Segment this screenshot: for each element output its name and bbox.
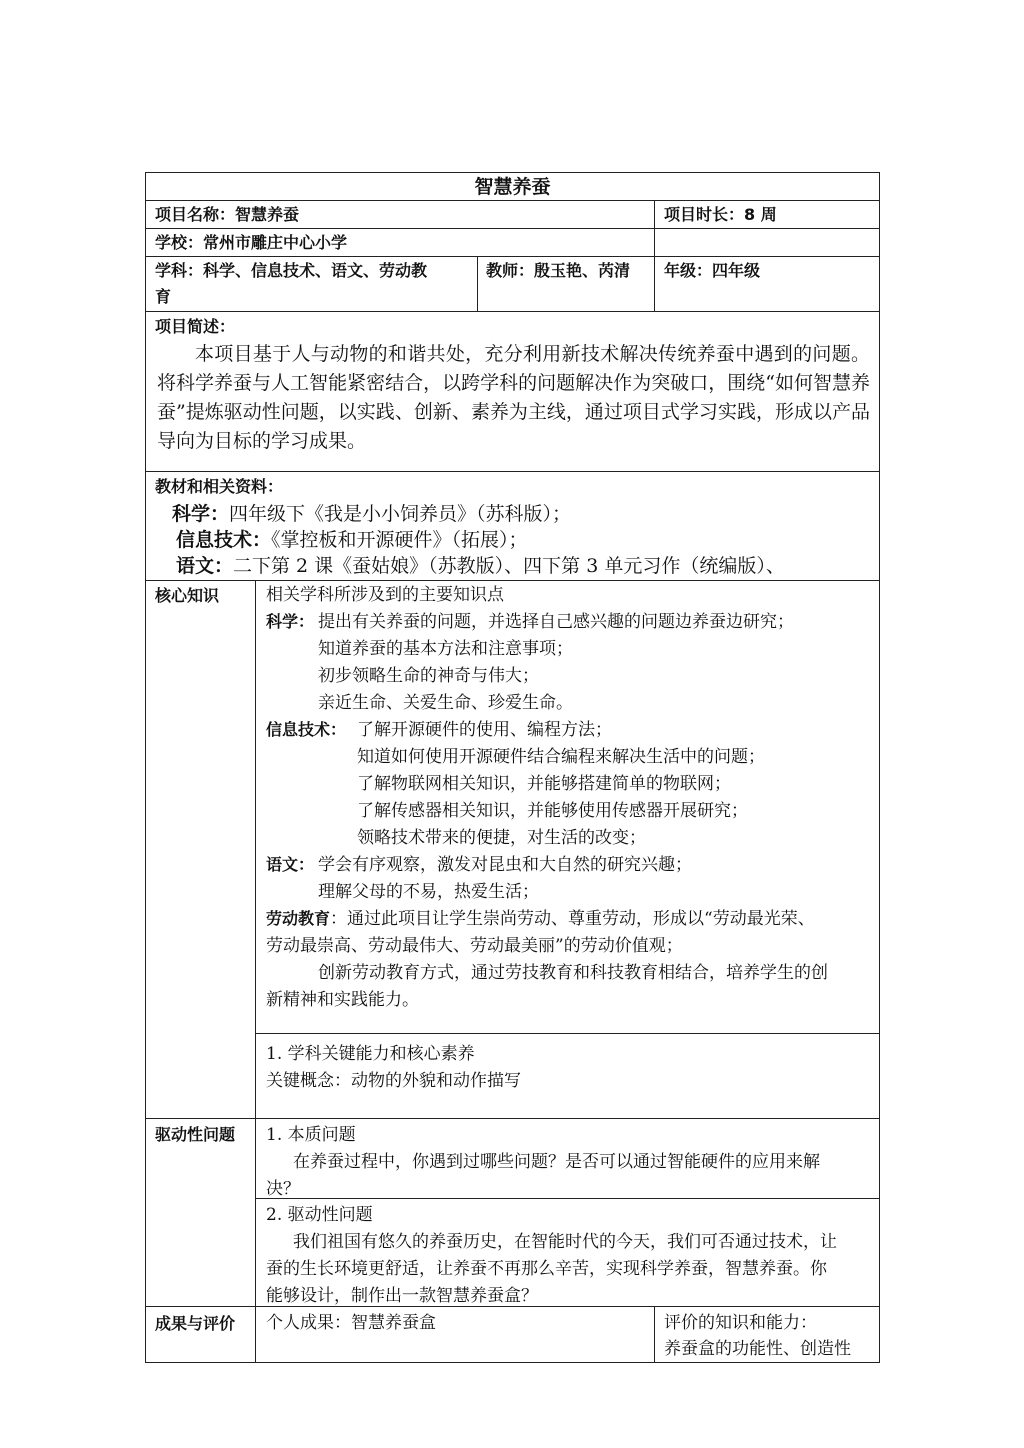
labor-point: 新精神和实践能力。 — [266, 990, 419, 1010]
materials-chinese-text: 二下第 2 课《蚕姑娘》（苏教版）、四下第 3 单元习作（统编版）、 — [233, 555, 785, 577]
row-divider — [255, 1198, 880, 1199]
materials-science-label: 科学： — [172, 503, 230, 525]
labor-text: ：通过此项目让学生崇尚劳动、尊重劳动，形成以“劳动最光荣、 — [330, 909, 815, 929]
driving-question-text: 能够设计，制作出一款智慧养蚕盒？ — [266, 1286, 538, 1306]
materials-chinese-label: 语文： — [176, 555, 234, 577]
it-point: 了解传感器相关知识，并能够使用传感器开展研究； — [357, 801, 748, 821]
table-title: 智慧养蚕 — [474, 176, 551, 198]
it-point: 了解物联网相关知识，并能够搭建简单的物联网； — [357, 774, 731, 794]
col-divider — [477, 256, 478, 311]
teacher-names: 教师：殷玉艳、芮清 — [486, 261, 631, 280]
essential-question-text: 在养蚕过程中，你遇到过哪些问题？是否可以通过智能硬件的应用来解 — [293, 1152, 820, 1172]
results-label: 成果与评价 — [155, 1314, 236, 1333]
row-divider — [145, 311, 880, 312]
labor-point: 创新劳动教育方式，通过劳技教育和科技教育相结合，培养学生的创 — [318, 963, 828, 983]
driving-question-text: 蚕的生长环境更舒适，让养蚕不再那么辛苦，实现科学养蚕，智慧养蚕。你 — [266, 1259, 827, 1279]
col-divider — [255, 580, 256, 1363]
row-divider — [145, 228, 880, 229]
col-divider — [654, 1306, 655, 1363]
overview-text: 本项目基于人与动物的和谐共处，充分利用新技术解决传统养蚕中遇到的问题。将科学养蚕与人工智能紧密结合，以跨学科的问题解决作为突破口，围绕“如何智慧养蚕”提炼驱动性问题，以实践、创新、素养为主线，通过项目式学习实践，形成以产品导向为目标的学习成果。 — [157, 343, 870, 452]
chinese-point: 学会有序观察，激发对昆虫和大自然的研究兴趣； — [318, 855, 692, 875]
row-divider — [145, 256, 880, 257]
core-knowledge-label: 核心知识 — [155, 586, 220, 605]
subjects-line-2: 育 — [155, 287, 172, 306]
it-point: 领略技术带来的便捷，对生活的改变； — [357, 828, 646, 848]
grade-level: 年级：四年级 — [664, 261, 761, 280]
row-divider — [255, 1033, 880, 1034]
driving-question-label: 驱动性问题 — [155, 1125, 236, 1144]
it-label: 信息技术： — [266, 720, 347, 739]
core-knowledge-intro: 相关学科所涉及到的主要知识点 — [266, 585, 504, 605]
labor-label: 劳动教育 — [266, 909, 331, 928]
materials-it — [176, 527, 528, 553]
labor-point: 劳动最崇高、劳动最伟大、劳动最美丽”的劳动价值观； — [266, 936, 683, 956]
school-name: 学校：常州市雕庄中心小学 — [155, 233, 348, 252]
personal-result: 个人成果：智慧养蚕盒 — [266, 1313, 436, 1333]
key-ability-title: 1. 学科关键能力和核心素养 — [266, 1044, 475, 1064]
row-divider — [145, 471, 880, 472]
it-point: 了解开源硬件的使用、编程方法； — [357, 720, 612, 740]
materials-it-text: 《掌控板和开源硬件》（拓展）； — [271, 529, 528, 551]
chinese-label: 语文： — [266, 855, 315, 874]
science-label: 科学： — [266, 612, 315, 631]
project-duration: 项目时长：8 周 — [664, 205, 777, 224]
materials-label: 教材和相关资料： — [155, 477, 284, 496]
subjects-line-1: 学科：科学、信息技术、语文、劳动教 — [155, 261, 428, 280]
it-point: 知道如何使用开源硬件结合编程来解决生活中的问题； — [357, 747, 765, 767]
materials-science — [172, 501, 571, 527]
row-divider — [145, 200, 880, 201]
science-point: 初步领略生命的神奇与伟大； — [318, 666, 539, 686]
science-point: 亲近生命、关爱生命、珍爱生命。 — [318, 693, 573, 713]
col-divider — [654, 200, 655, 311]
chinese-point: 理解父母的不易，热爱生活； — [318, 882, 539, 902]
materials-chinese — [176, 553, 785, 579]
science-point: 知道养蚕的基本方法和注意事项； — [318, 639, 573, 659]
materials-science-text: 四年级下《我是小小饲养员》（苏科版）； — [229, 503, 572, 525]
labor-point — [266, 906, 815, 932]
driving-question-text: 我们祖国有悠久的养蚕历史，在智能时代的今天，我们可否通过技术，让 — [293, 1232, 837, 1252]
project-name: 项目名称：智慧养蚕 — [155, 205, 300, 224]
science-point: 提出有关养蚕的问题，并选择自己感兴趣的问题边养蚕边研究； — [318, 612, 794, 632]
essential-question-title: 1. 本质问题 — [266, 1125, 356, 1145]
evaluation-criteria: 养蚕盒的功能性、创造性 — [664, 1339, 851, 1359]
essential-question-text: 决？ — [266, 1179, 300, 1199]
overview-label: 项目简述： — [155, 317, 236, 336]
evaluation-title: 评价的知识和能力： — [664, 1313, 817, 1333]
materials-it-label: 信息技术： — [176, 529, 272, 551]
driving-question-title: 2. 驱动性问题 — [266, 1205, 373, 1225]
key-concept: 关键概念：动物的外貌和动作描写 — [266, 1071, 521, 1091]
